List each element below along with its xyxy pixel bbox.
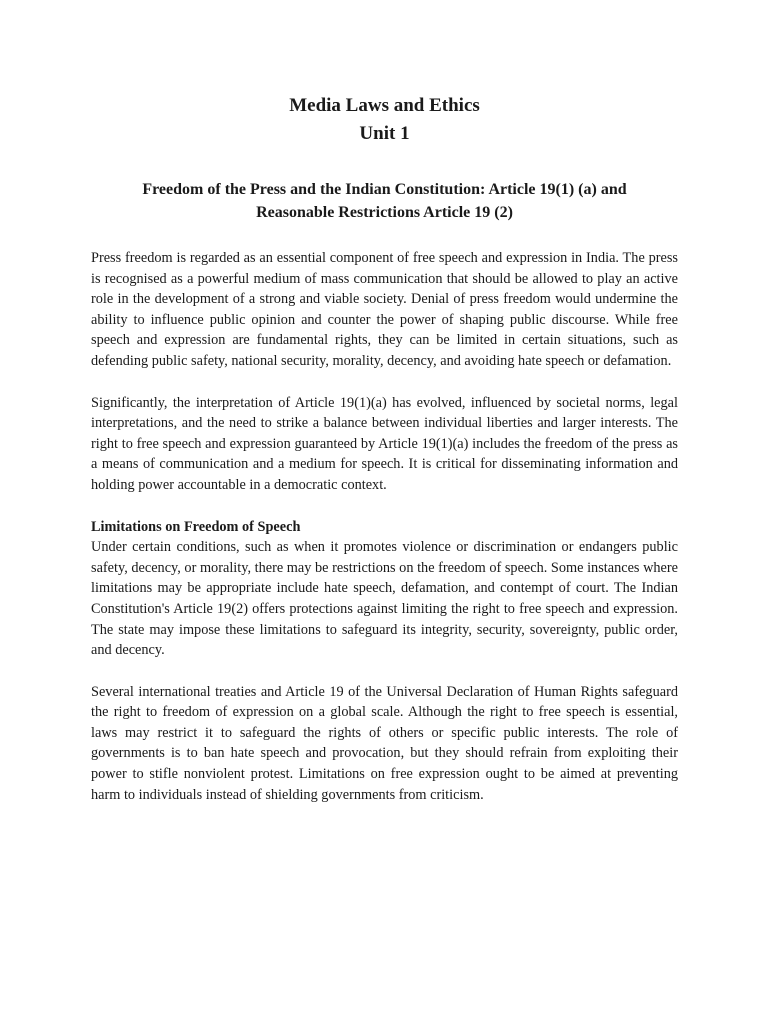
body-paragraph-1: Press freedom is regarded as an essential component of free speech and expression in India. The press is recognised as a powerful medium of mass communication that should be allowed to play an active role in the development of a strong and viable society. Denial of press freedom would undermine the ability to influence public opinion and counter the power of shaping public discourse. While free speech and expression are fundamental rights, they can be limited in certain situations, such as defending public safety, national security, morality, decency, and avoiding hate speech or defamation. <box>91 250 678 369</box>
subtitle-line-1: Freedom of the Press and the Indian Constitution: Article 19(1) (a) and <box>142 181 627 198</box>
body-paragraph-2: Significantly, the interpretation of Article 19(1)(a) has evolved, influenced by societal norms, legal interpretations, and the need to strike a balance between individual liberties and larger interests. The right to free speech and expression guaranteed by Article 19(1)(a) includes the freedom of the press as a means of communication and a medium for speech. It is critical for disseminating information and holding power accountable in a democratic context. <box>91 394 678 493</box>
section-paragraph-2: Several international treaties and Article 19 of the Universal Declaration of Human Rights safeguard the right to freedom of expression on a global scale. Although the right to free speech is essential, laws may restrict it to safeguard the rights of others or specific public interests. The role of governments is to ban hate speech and provocation, but they should refrain from exploiting their power to stifle nonviolent protest. Limitations on free expression ought to be aimed at preventing harm to individuals instead of shielding governments from criticism. <box>91 683 678 803</box>
subtitle-line-2: Reasonable Restrictions Article 19 (2) <box>256 204 513 221</box>
title-line-1: Media Laws and Ethics <box>289 95 480 116</box>
title-line-2: Unit 1 <box>359 123 410 144</box>
section-heading: Limitations on Freedom of Speech <box>91 518 301 535</box>
section-paragraph-1: Under certain conditions, such as when it promotes violence or discrimination or endangers public safety, decency, or morality, there may be restrictions on the freedom of speech. Some instances where limitations may be appropriate include hate speech, defamation, and contempt of court. The Indian Constitution's Article 19(2) offers protections against limiting the right to free speech and expression. The state may impose these limitations to safeguard its integrity, security, sovereignty, public order, and decency. <box>91 539 678 659</box>
document-title <box>91 92 678 148</box>
document-subtitle <box>91 178 678 224</box>
